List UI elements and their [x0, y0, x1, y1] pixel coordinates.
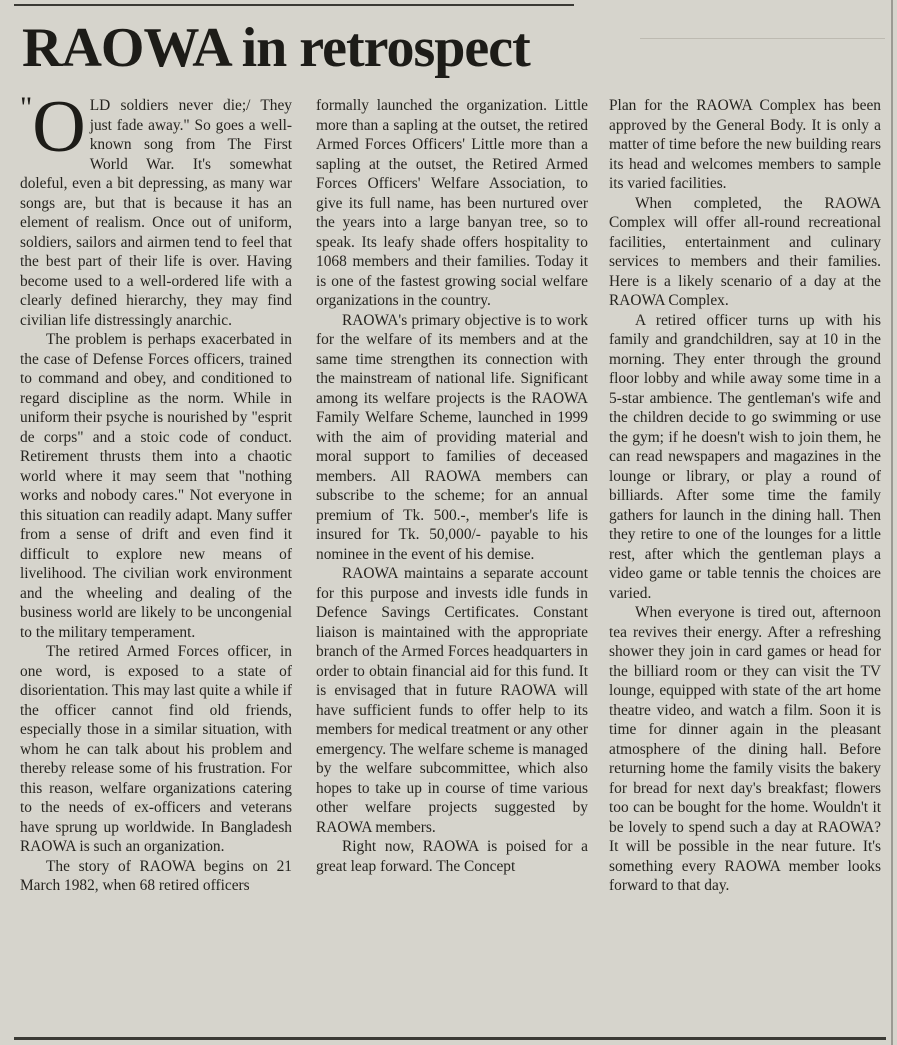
top-rule	[14, 4, 574, 6]
drop-cap: "O	[20, 86, 86, 168]
paragraph: formally launched the organization. Little more than a sapling at the outset, the retired Armed Forces Officers' Little more than a sapling at the outset, the Retired Armed Forces Officers' Welfare Association, to give its full name, has been nurtured over the years into a large banyan tree, so to speak. Its leafy shade offers hospitality to 1068 members and their families. Today it is one of the fastest growing social welfare organizations in the country.	[316, 97, 588, 309]
side-rule	[891, 0, 893, 1045]
paragraph: The retired Armed Forces officer, in one word, is exposed to a state of disorientation. This may last quite a while if the officer cannot find old friends, especially those in a similar situation, with whom he can talk about his problem and thereby release some of his frustration. For this reason, welfare organizations catering to the needs of ex-officers and veterans have sprung up worldwide. In Bangladesh RAOWA is such an organization.	[20, 643, 292, 855]
paragraph: RAOWA maintains a separate account for this purpose and invests idle funds in Defence Savings Certificates. Constant liaison is maintained with the appropriate branch of the Armed Forces headquarters in order to obtain financial aid for this fund. It is envisaged that in future RAOWA will have sufficient funds to offer help to its members for medical treatment or any other emergency. The welfare scheme is managed by the welfare subcommittee, which also hopes to take up in course of time various other welfare projects suggested by RAOWA members.	[316, 565, 588, 836]
paragraph: When completed, the RAOWA Complex will offer all-round recreational facilities, entertainment and culinary services to members and their families. Here is a likely scenario of a day at the RAOWA Complex.	[609, 194, 881, 309]
bottom-rule	[14, 1037, 886, 1040]
paragraph: A retired officer turns up with his family and grandchildren, say at 10 in the morning. They enter through the ground floor lobby and while away some time in a 5-star ambience. The gentleman's wife and the children decide to go swimming or use the gym; if he doesn't wish to join them, he can read newspapers and magazines in the lounge or library, or play a round of billiards. After some time the family gathers for launch in the dining hall. Then they retire to one of the lounges for a little rest, after which the gentleman plays a video game or table tennis the choices are varied.	[609, 311, 881, 602]
paragraph: RAOWA's primary objective is to work for the welfare of its members and at the same time strengthen its connection with the mainstream of national life. Significant among its welfare projects is the RAOWA Family Welfare Scheme, launched in 1999 with the aim of providing material and moral support to families of deceased members. All RAOWA members can subscribe to the scheme; for an annual premium of Tk. 500.-, member's life is insured for Tk. 50,000/- payable to his nominee in the event of his demise.	[316, 311, 588, 563]
top-rule-faint	[640, 38, 885, 39]
paragraph: Right now, RAOWA is poised for a great leap forward. The Concept	[316, 838, 588, 875]
column-2	[316, 96, 588, 876]
paragraph: Plan for the RAOWA Complex has been approved by the General Body. It is only a matter of time before the new building rears its head and welcomes members to sample its varied facilities.	[609, 97, 881, 192]
paragraph: The problem is perhaps exacerbated in the case of Defense Forces officers, trained to command and obey, and conditioned to regard discipline as the norm. While in uniform their psyche is nourished by "esprit de corps" and a stoic code of conduct. Retirement thrusts them into a chaotic world where it may seem that "nothing works and nobody cares." Not everyone in this situation can readily adapt. Many suffer from a sense of drift and even find it difficult to explore new means of livelihood. The civilian work environment and the wheeling and dealing of the business world are likely to be uncongenial to the military temperament.	[20, 331, 292, 641]
paragraph: When everyone is tired out, afternoon tea revives their energy. After a refreshing shower they join in card games or head for the billiard room or they can visit the TV lounge, equipped with state of the art home theatre video, and watch a film. Soon it is time for dinner again in the pleasant atmosphere of the dining hall. Before returning home the family visits the bakery for bread for next day's breakfast; flowers too can be bought for the home. Wouldn't it be lovely to spend such a day at RAOWA? It will be possible in the near future. It's something every RAOWA member looks forward to that day.	[609, 604, 881, 894]
column-3	[609, 96, 881, 896]
paragraph: "O LD soldiers never die;/ They just fade away." So goes a well-known song from The First World War. It's somewhat doleful, even a bit depressing, as many war songs are, but that is because it has an element of realism. Once out of uniform, soldiers, sailors and airmen tend to feel that the best part of their life is over. Having become used to a well-ordered life with a clearly defined hierarchy, they may find civilian life distressingly anarchic.	[20, 86, 292, 329]
headline: RAOWA in retrospect	[22, 17, 530, 79]
column-1	[20, 86, 292, 896]
paragraph: The story of RAOWA begins on 21 March 1982, when 68 retired officers	[20, 857, 292, 894]
